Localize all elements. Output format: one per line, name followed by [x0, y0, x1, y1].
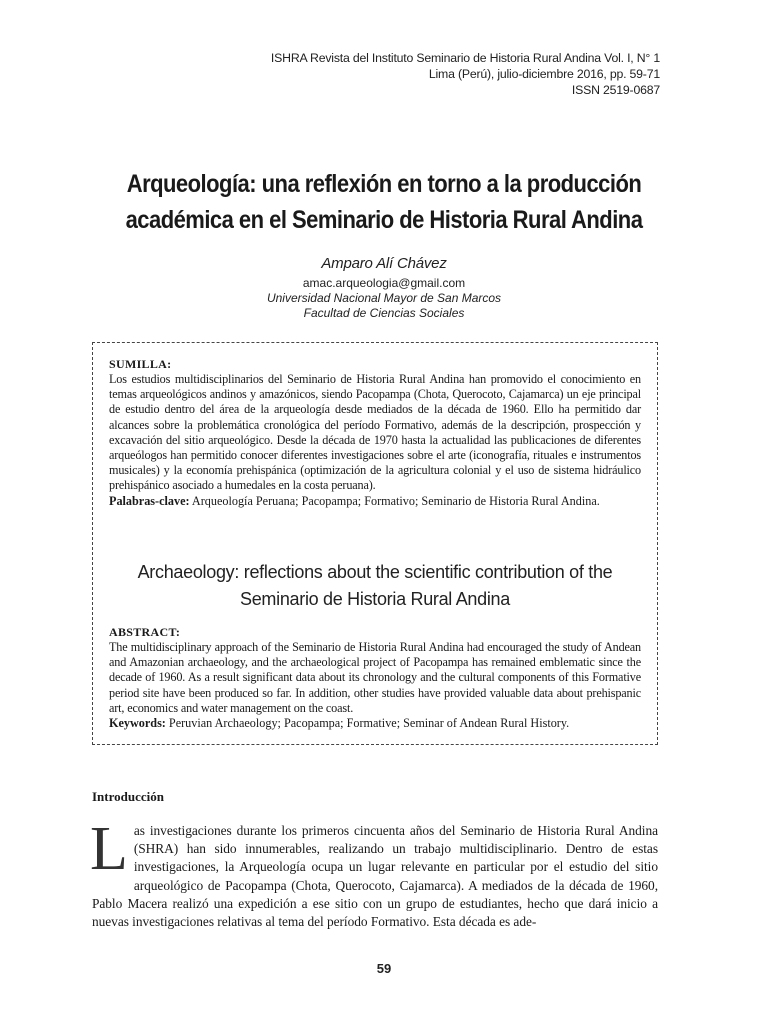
author-block	[0, 254, 768, 321]
sumilla-keywords	[109, 494, 641, 509]
author-email: amac.arqueologia@gmail.com	[302, 276, 466, 290]
author-faculty: Facultad de Ciencias Sociales	[303, 306, 465, 320]
author-name: Amparo Alí Chávez	[321, 255, 447, 272]
page-number: 59	[376, 961, 392, 976]
english-title-line-1: Archaeology: reflections about the scientific contribution of the	[137, 562, 613, 582]
article-title-line-2: académica en el Seminario de Historia Rural Andina	[125, 206, 643, 234]
section-heading-introduccion: Introducción	[92, 789, 164, 804]
drop-cap: L	[90, 815, 128, 883]
keywords-es: Arqueología Peruana; Pacopampa; Formativo; Seminario de Historia Rural Andina.	[189, 493, 600, 508]
running-header	[271, 50, 660, 98]
journal-citation: ISHRA Revista del Instituto Seminario de Historia Rural Andina Vol. I, N° 1	[270, 51, 660, 65]
abstract-keywords	[109, 716, 641, 731]
abstract-heading: ABSTRACT:	[109, 625, 181, 639]
intro-paragraph	[90, 815, 658, 931]
english-title	[93, 559, 657, 613]
author-university: Universidad Nacional Mayor de San Marcos	[266, 291, 502, 305]
english-title-line-2: Seminario de Historia Rural Andina	[240, 589, 510, 609]
sumilla-text: Los estudios multidisciplinarios del Seminario de Historia Rural Andina han promovido el conocimiento en temas arqueológicos andinos y amazónicos, siendo Pacopampa (Chota, Querocoto, Cajamarca) un eje principal de estudio dentro del área de la arqueología desde mediados de la década de 1960. Ello ha permitido dar alcances sobre la problemática cronológica del período Formativo, además de la descripción, prospección y excavación del sitio arqueológico. Desde la década de 1970 hasta la actualidad las publicaciones de diferentes arqueólogos han permitido conocer diferentes investigaciones sobre el arte (iconografía, rituales e instrumentos musicales) y la economía prehispánica (optimización de la agricultura colonial y el uso de sistema hidráulico prehispánico asociado a humedales en la costa peruana).	[109, 372, 641, 493]
intro-text: as investigaciones durante los primeros cincuenta años del Seminario de Historia Rural Andina (SHRA) han sido innumerables, realizando un trabajo multidisciplinario. Dentro de estas investigaciones, la Arqueología ocupa un lugar relevante en particular por el estudio del sitio arqueológico de Pacopampa (Chota, Querocoto, Cajamarca). A mediados de la década de 1960, Pablo Macera realizó una expedición a ese sitio con un grupo de estudiantes, hecho que dará inicio a nuevas investigaciones relativas al tema del período Formativo. Esta década es ade-	[92, 823, 658, 930]
keywords-label-en: Keywords:	[109, 716, 166, 731]
article-title-line-1: Arqueología: una reflexión en torno a la producción	[126, 170, 642, 198]
publication-date: Lima (Perú), julio-diciembre 2016, pp. 59-71	[428, 67, 660, 81]
abstract-section	[109, 625, 641, 731]
sumilla-heading: SUMILLA:	[109, 357, 172, 371]
sumilla-section	[109, 357, 641, 509]
abstract-text: The multidisciplinary approach of the Seminario de Historia Rural Andina had encouraged the study of Andean and Amazonian archaeology, and the archaeological project of Pacopampa has remained emblematic since the decade of 1960. As a result significant data about its chronology and the cultural components of this Formative period site have been produced so far. In addition, other studies have provided valuable data about prehispanic art, economics and water management on the coast.	[109, 640, 641, 715]
abstract-box	[92, 342, 658, 745]
keywords-label-es: Palabras-clave:	[109, 493, 190, 508]
keywords-en: Peruvian Archaeology; Pacopampa; Formative; Seminar of Andean Rural History.	[165, 716, 570, 731]
issn: ISSN 2519-0687	[571, 83, 660, 97]
article-title	[81, 166, 686, 238]
